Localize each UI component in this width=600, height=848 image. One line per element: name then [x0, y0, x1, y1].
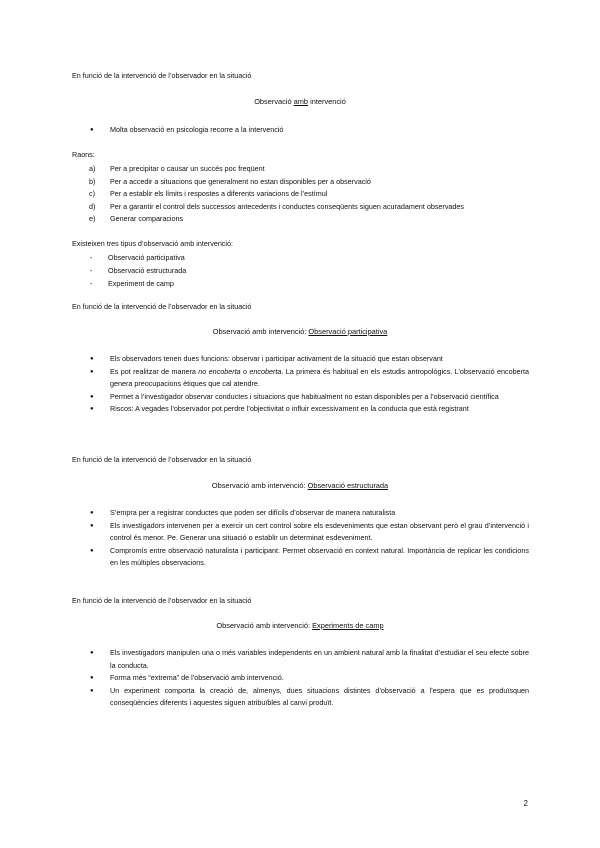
list-item: c) Per a establir els límits i respostes a diferents variacions de l’estímul — [89, 189, 328, 199]
section-header: En funció de la intervenció de l’observador en la situació — [72, 596, 252, 605]
list-item: a) Per a precipitar o causar un succés poc freqüent — [89, 164, 265, 173]
list-item: ● Riscos: A vegades l’observador pot perdre l’objectivitat o influir excessivament en la conducta que està registrant — [94, 403, 529, 416]
page-number: 2 — [523, 799, 528, 808]
list-item: - Observació estructurada — [90, 265, 187, 275]
title-underlined: Observació estructurada — [307, 481, 389, 490]
title-prefix: Observació amb intervenció: — [212, 327, 309, 336]
list-item: - Observació participativa — [90, 253, 185, 262]
list-item: ● Un experiment comporta la creació de, almenys, dues situacions distintes d’observació a l’espera que es produïsquen conseqüències diferents i aquestes siguen atribuïbles al canvi produït. — [94, 685, 529, 710]
title-suffix: intervenció — [308, 97, 346, 106]
section-title — [0, 328, 600, 335]
title-prefix: Observació amb intervenció: — [216, 621, 313, 630]
list-item: b) Per a accedir a situacions que generalment no estan disponibles per a observació — [89, 176, 371, 186]
title-underlined: Observació participativa — [308, 327, 388, 336]
list-item: ● Es pot realitzar de manera no encoberta o encoberta. La primera és habitual en els estudis antropològics. L’observació encoberta genera preocupacions ètiques que cal atendre. — [94, 366, 529, 391]
section-title — [0, 482, 600, 489]
list-item: ● Compromís entre observació naturalista i participant. Permet observació en context natural. Importància de replicar les condicions en les múltiples observacions. — [94, 545, 529, 570]
types-intro: Existeixen tres tipus d’observació amb intervenció: — [72, 239, 233, 248]
title-prefix: Observació amb intervenció: — [211, 481, 308, 490]
list-item: - Experiment de camp — [90, 278, 174, 288]
bullet-list — [94, 124, 529, 137]
section-title — [0, 98, 600, 105]
list-item: ● Forma més “extrema” de l’observació amb intervenció. — [94, 672, 529, 685]
list-item: ● S’empra per a registrar conductes que poden ser difícils d’observar de manera naturalista — [94, 507, 529, 520]
list-item: ● Permet a l’investigador observar conductes i situacions que habitualment no estan disponibles per a l’observació científica — [94, 391, 529, 404]
bullet-list — [94, 353, 529, 416]
list-item: ● Els investigadors intervenen per a exercir un cert control sobre els esdeveniments que estan observant però el grau d’intervenció i control és menor. Pe. Generar una situació o establir un determinat esdeveniment. — [94, 520, 529, 545]
list-item: ● Els investigadors manipulen una o més variables independents en un ambient natural amb la finalitat d’estudiar el seu efecte sobre la conducta. — [94, 647, 529, 672]
section-title — [0, 622, 600, 629]
title-underlined: Experiments de camp — [312, 621, 384, 630]
bullet-list — [94, 647, 529, 710]
reasons-label: Raons: — [72, 150, 95, 159]
types-list — [90, 252, 186, 290]
title-underlined: amb — [293, 97, 309, 106]
section-header: En funció de la intervenció de l’observador en la situació — [72, 302, 252, 311]
list-item: ● Els observadors tenen dues funcions: observar i participar activament de la situació que estan observant — [94, 353, 529, 366]
title-prefix: Observació — [254, 97, 294, 106]
list-item: e) Generar comparacions — [89, 214, 184, 224]
list-item: d) Per a garantir el control dels successos antecedents i conductes conseqüents siguen acuradament observades — [89, 201, 464, 211]
section-header: En funció de la intervenció de l’observador en la situació — [72, 71, 252, 80]
list-item: ● Molta observació en psicologia recorre a la intervenció — [94, 124, 529, 137]
bullet-list — [94, 507, 529, 570]
reasons-list — [89, 163, 464, 226]
section-header: En funció de la intervenció de l’observador en la situació — [72, 455, 252, 464]
